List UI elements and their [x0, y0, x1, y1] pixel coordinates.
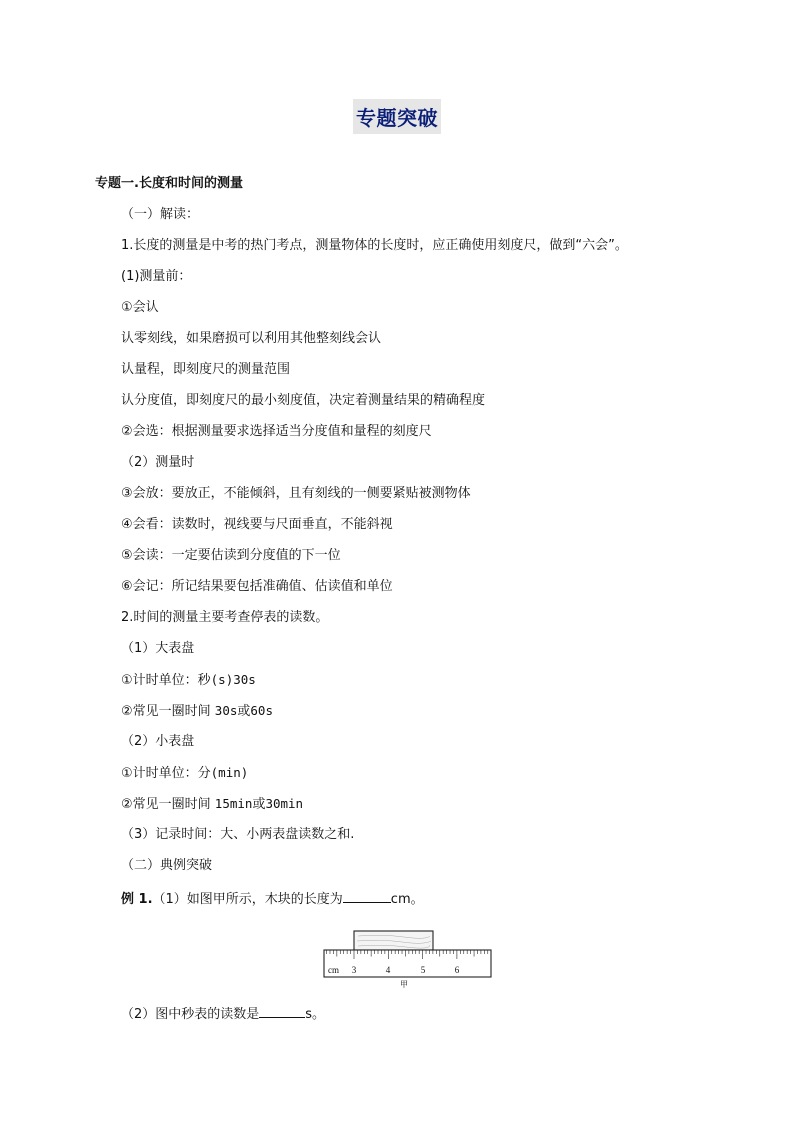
reading-heading: （一）解读： — [121, 207, 200, 222]
answer-blank-length[interactable] — [343, 890, 391, 903]
example-1-label: 例 1. — [121, 892, 153, 907]
rule-6: ⑥会记：所记结果要包括准确值、估读值和单位 — [121, 579, 393, 594]
big-dial-unit — [121, 671, 256, 690]
rule-1a: 认零刻线，如果磨损可以利用其他整刻线会认 — [121, 331, 382, 346]
ruler-figure — [322, 929, 494, 993]
small-dial-cycle-or: 或 — [252, 797, 266, 812]
examples-heading: （二）典例突破 — [121, 858, 213, 873]
section-heading: 专题一.长度和时间的测量 — [95, 176, 243, 191]
example-1-q1 — [121, 890, 424, 909]
rule-1b: 认量程，即刻度尺的测量范围 — [121, 362, 291, 377]
paragraph-length: 1.长度的测量是中考的热门考点，测量物体的长度时，应正确使用刻度尺，做到“六会”。 — [121, 238, 628, 253]
small-dial-heading: （2）小表盘 — [121, 734, 195, 749]
paragraph-time: 2.时间的测量主要考查停表的读数。 — [121, 610, 329, 625]
example-1-q2-text: （2）图中秒表的读数是 — [121, 1007, 260, 1022]
big-dial-unit-text: ①计时单位：秒 — [121, 673, 211, 688]
small-dial-unit-text: ①计时单位：分 — [121, 766, 211, 781]
title-wrap — [0, 99, 794, 134]
rule-5: ⑤会读：一定要估读到分度值的下一位 — [121, 548, 341, 563]
ruler-unit-label: cm — [328, 965, 339, 975]
during-heading: （2）测量时 — [121, 455, 195, 470]
example-1-q2 — [121, 1005, 325, 1024]
rule-2: ②会选：根据测量要求选择适当分度值和量程的刻度尺 — [121, 424, 432, 439]
big-dial-cycle — [121, 702, 273, 721]
record-time: （3）记录时间：大、小两表盘读数之和. — [121, 827, 355, 842]
before-heading: (1)测量前： — [121, 269, 192, 284]
big-dial-cycle-30s: 30s — [214, 703, 238, 718]
big-dial-cycle-text: ②常见一圈时间 — [121, 704, 211, 719]
ruler-tick-label-5: 5 — [420, 965, 426, 975]
example-1-q2-unit: s。 — [305, 1007, 326, 1022]
big-dial-cycle-or: 或 — [237, 704, 251, 719]
example-1-q1-unit: cm。 — [390, 892, 424, 907]
ruler-tick-label-3: 3 — [351, 965, 357, 975]
rule-1c: 认分度值，即刻度尺的最小刻度值，决定着测量结果的精确程度 — [121, 393, 486, 408]
answer-blank-stopwatch[interactable] — [259, 1005, 305, 1018]
big-dial-cycle-60s: 60s — [250, 703, 273, 718]
small-dial-cycle-text: ②常见一圈时间 — [121, 797, 211, 812]
ruler-svg — [322, 929, 494, 989]
ruler-tick-label-6: 6 — [454, 965, 460, 975]
rule-1: ①会认 — [121, 300, 159, 315]
ruler-tick-label-4: 4 — [385, 965, 391, 975]
small-dial-unit — [121, 764, 248, 783]
figure-caption: 甲 — [400, 980, 408, 989]
big-dial-unit-value: (s)30s — [210, 672, 256, 687]
small-dial-cycle-30min: 30min — [265, 796, 304, 811]
small-dial-unit-value: (min) — [210, 765, 249, 780]
small-dial-cycle — [121, 795, 303, 814]
small-dial-cycle-15min: 15min — [214, 796, 253, 811]
page-title: 专题突破 — [353, 99, 441, 134]
ruler-body — [324, 950, 491, 977]
rule-4: ④会看：读数时，视线要与尺面垂直，不能斜视 — [121, 517, 393, 532]
rule-3: ③会放：要放正，不能倾斜，且有刻线的一侧要紧贴被测物体 — [121, 486, 471, 501]
example-1-q1-text: （1）如图甲所示，木块的长度为 — [152, 892, 343, 907]
big-dial-heading: （1）大表盘 — [121, 641, 195, 656]
